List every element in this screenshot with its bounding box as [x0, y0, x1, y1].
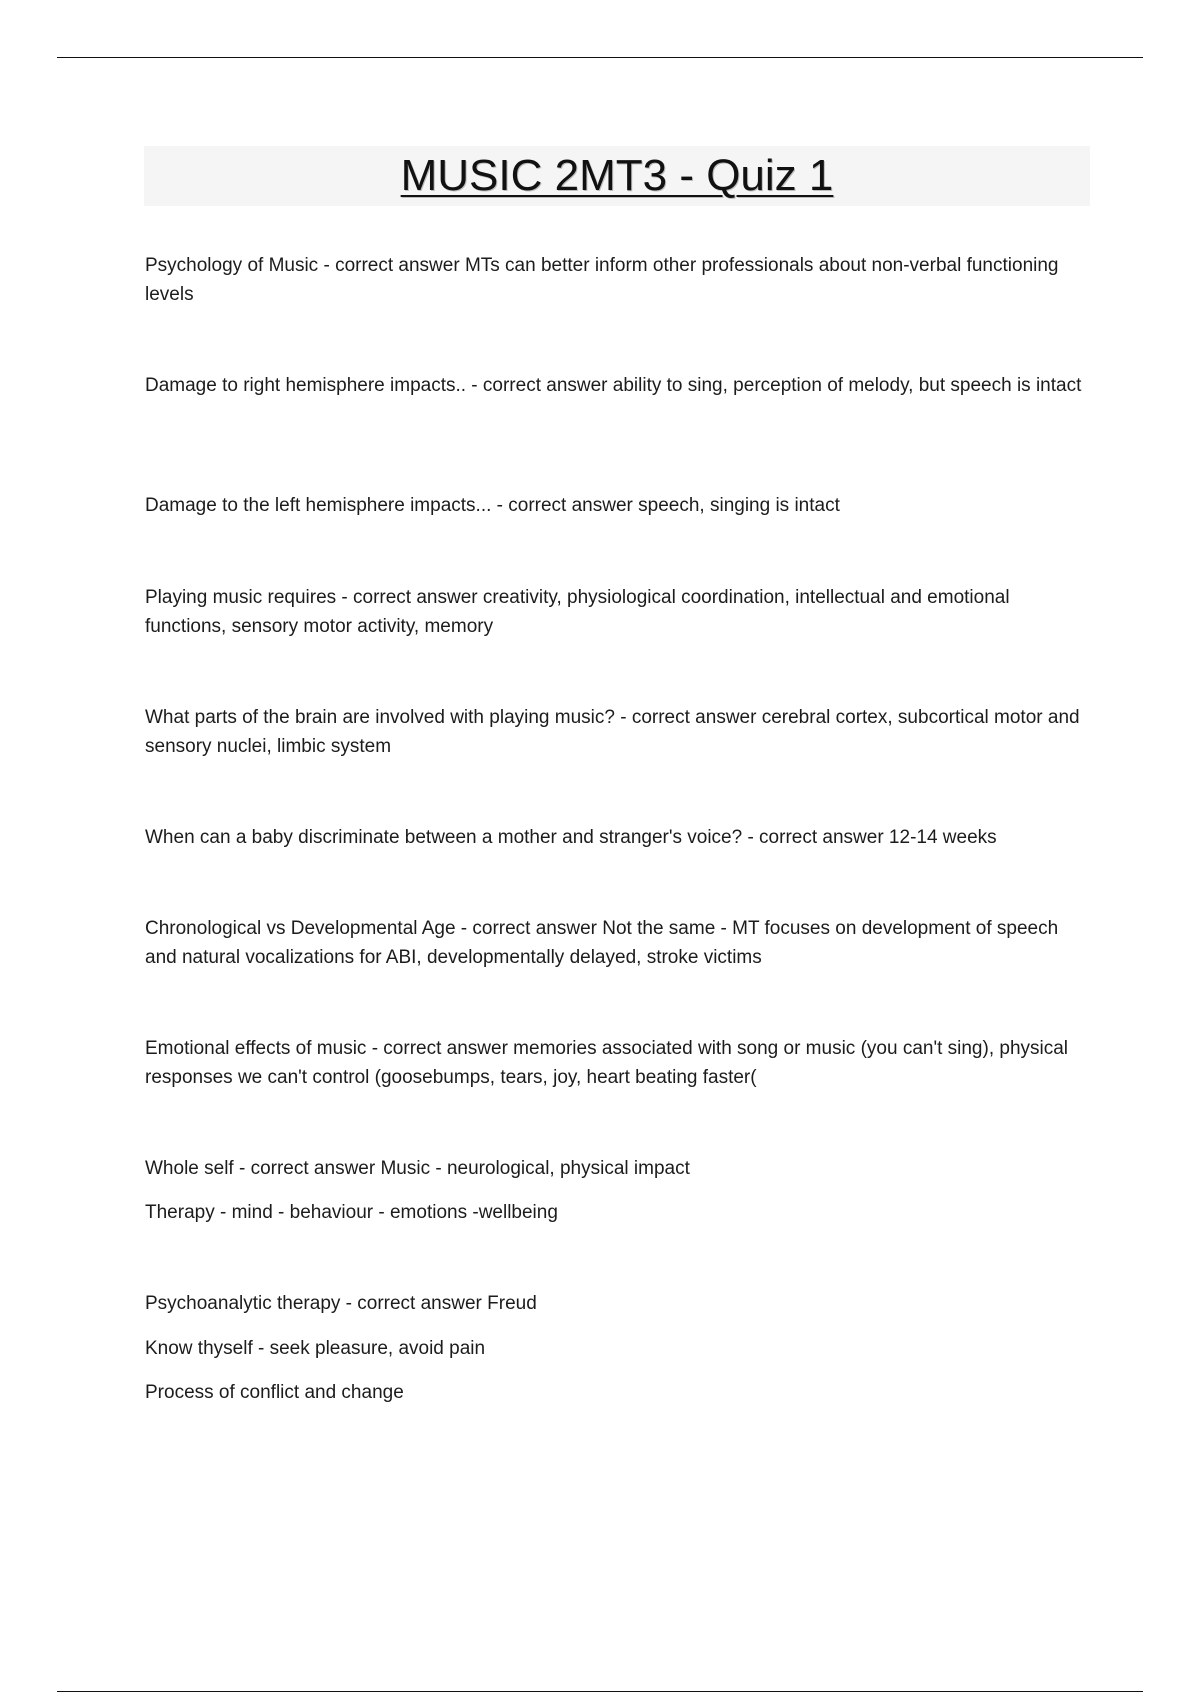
entry-psychoanalytic-therapy: Psychoanalytic therapy - correct answer Freud: [145, 1293, 537, 1314]
entry-playing-music-requires: Playing music requires - correct answer creativity, physiological coordination, intellectual and emotional functions, sensory motor activity, memory: [145, 587, 1010, 637]
entry-right-hemisphere: Damage to right hemisphere impacts.. - correct answer ability to sing, perception of melody, but speech is intact: [145, 375, 1082, 396]
entry-left-hemisphere: Damage to the left hemisphere impacts... - correct answer speech, singing is intact: [145, 495, 840, 516]
entry-whole-self: Whole self - correct answer Music - neurological, physical impact: [145, 1158, 690, 1179]
entry-therapy: Therapy - mind - behaviour - emotions -wellbeing: [145, 1202, 558, 1223]
top-rule: [57, 57, 1143, 58]
entry-baby-voice: When can a baby discriminate between a mother and stranger's voice? - correct answer 12-14 weeks: [145, 827, 997, 848]
bottom-rule: [57, 1691, 1143, 1692]
title-band: [144, 146, 1090, 206]
entry-emotional-effects: Emotional effects of music - correct answer memories associated with song or music (you can't sing), physical responses we can't control (goosebumps, tears, joy, heart beating faster(: [145, 1038, 1069, 1088]
entry-know-thyself: Know thyself - seek pleasure, avoid pain: [145, 1338, 486, 1359]
entry-psychology-of-music: Psychology of Music - correct answer MTs can better inform other professionals about non-verbal functioning levels: [145, 255, 1059, 305]
entry-brain-parts: What parts of the brain are involved with playing music? - correct answer cerebral cortex, subcortical motor and sensory nuclei, limbic system: [145, 707, 1080, 757]
document-title: MUSIC 2MT3 - Quiz 1: [400, 151, 834, 200]
entry-chronological-age: Chronological vs Developmental Age - correct answer Not the same - MT focuses on development of speech and natural vocalizations for ABI, developmentally delayed, stroke victims: [145, 918, 1059, 968]
entry-conflict-change: Process of conflict and change: [145, 1382, 404, 1403]
